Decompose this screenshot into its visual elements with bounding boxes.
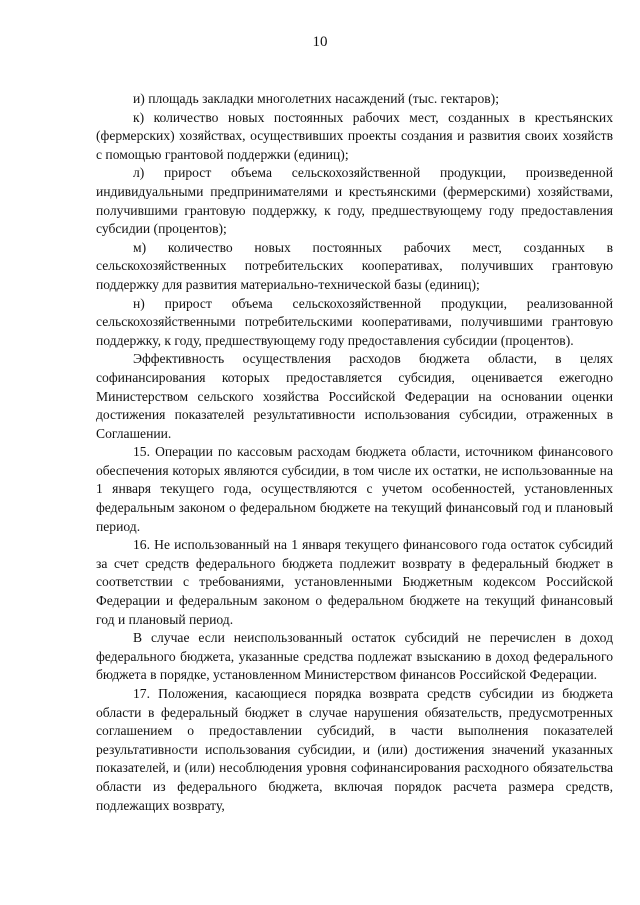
paragraph-section-15: 15. Операции по кассовым расходам бюджета области, источником финансового обеспечения которых являются субсидии, в том числе их остатки, не использованные на 1 января текущего года, осуществляются с учетом особенностей, установленных федеральным законом о федеральном бюджете на текущий финансовый год и плановый период.: [96, 444, 613, 534]
paragraph-item-i: и) площадь закладки многолетних насаждений (тыс. гектаров);: [133, 91, 499, 106]
paragraph-item-m: м) количество новых постоянных рабочих мест, созданных в сельскохозяйственных потребительских кооперативах, получивших грантовую поддержку для развития материально-технической базы (единиц);: [96, 239, 613, 292]
paragraph-unused-balance: В случае если неиспользованный остаток субсидий не перечислен в доход федерального бюджета, указанные средства подлежат взысканию в доход федерального бюджета в порядке, установленном Министерством финансов Российской Федерации.: [96, 630, 613, 683]
paragraph-section-17: 17. Положения, касающиеся порядка возврата средств субсидии из бюджета области в федеральный бюджет в случае нарушения обязательств, предусмотренных соглашением о предоставлении субсидий, в части выполнения показателей результативности использования субсидии, и (или) достижения значений указанных показателей, и (или) несоблюдения уровня софинансирования расходного обязательства области из федерального бюджета, включая порядок расчета размера средств, подлежащих возврату,: [96, 686, 613, 813]
paragraph-item-n: н) прирост объема сельскохозяйственной продукции, реализованной сельскохозяйственными потребительскими кооперативами, получившими грантовую поддержку, к году, предшествующему году предоставления субсидии (процентов).: [96, 295, 613, 348]
paragraph-item-k: к) количество новых постоянных рабочих мест, созданных в крестьянских (фермерских) хозяйствах, осуществивших проекты создания и развития своих хозяйств с помощью грантовой поддержки (единиц);: [96, 109, 613, 162]
document-body: [96, 90, 613, 815]
page-number: 10: [312, 34, 328, 50]
paragraph-section-16: 16. Не использованный на 1 января текущего финансового года остаток субсидий за счет средств федерального бюджета подлежит возврату в федеральный бюджет в соответствии с требованиями, установленными Бюджетным кодексом Российской Федерации и федеральным законом о федеральном бюджете на текущий финансовый год и плановый период.: [96, 537, 613, 627]
paragraph-efficiency: Эффективность осуществления расходов бюджета области, в целях софинансирования которых предоставляется субсидия, оценивается ежегодно Министерством сельского хозяйства Российской Федерации на основании оценки достижения показателей результативности использования субсидии, отраженных в Соглашении.: [96, 351, 613, 441]
paragraph-item-l: л) прирост объема сельскохозяйственной продукции, произведенной индивидуальными предпринимателями и крестьянскими (фермерскими) хозяйствами, получившими грантовую поддержку, к году, предшествующему году предоставления субсидии (процентов);: [96, 165, 613, 237]
